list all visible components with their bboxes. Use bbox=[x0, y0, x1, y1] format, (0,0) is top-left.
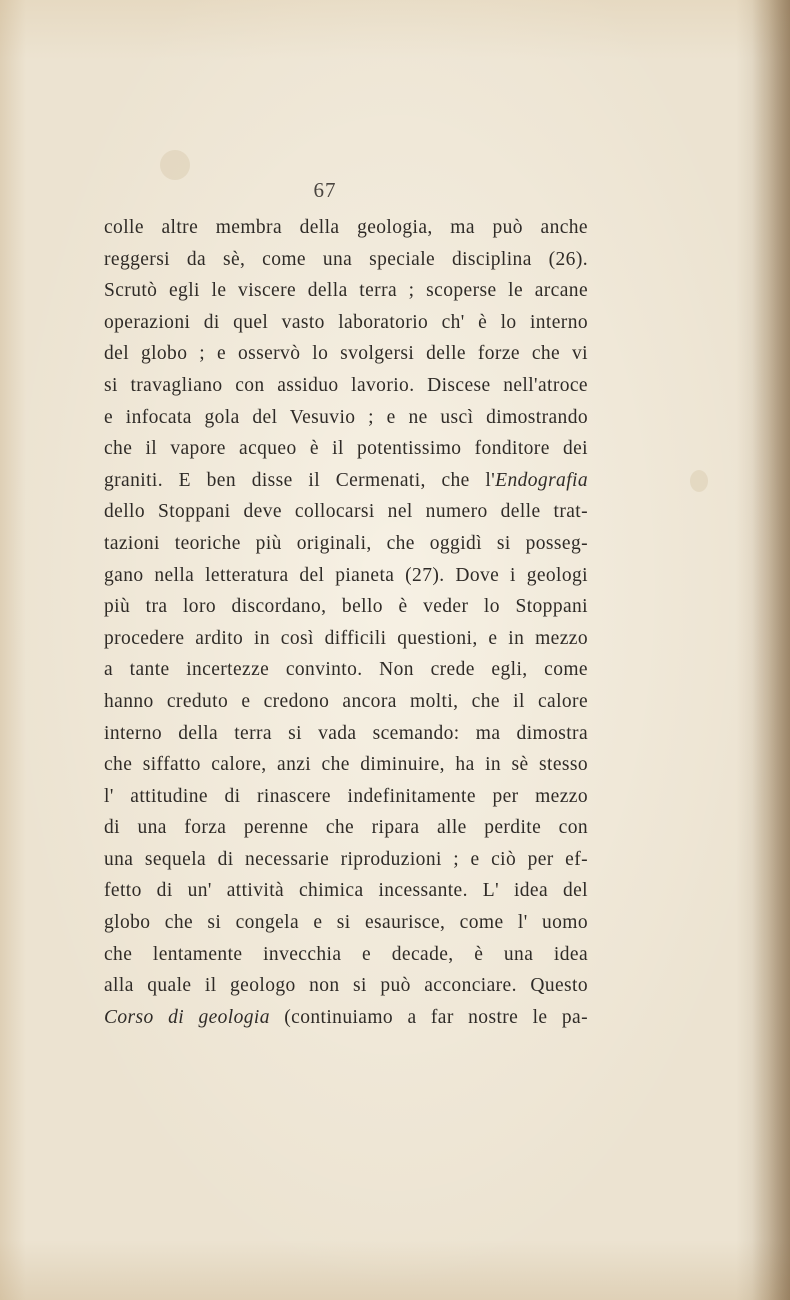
paper-stain bbox=[690, 470, 708, 492]
text-line: Scrutò egli le viscere della terra ; scoperse le arcane bbox=[104, 280, 588, 302]
text-line: globo che si congela e si esaurisce, come l' uomo bbox=[104, 912, 588, 934]
italic-title: Corso di geologia bbox=[104, 1006, 270, 1028]
text-line: interno della terra si vada scemando: ma dimostra bbox=[104, 722, 588, 744]
text-line: dello Stoppani deve collocarsi nel numero delle trat- bbox=[104, 501, 588, 523]
page-fold-shadow bbox=[736, 0, 790, 1300]
text-line: che siffatto calore, anzi che diminuire, ha in sè stesso bbox=[104, 754, 588, 776]
text-line: reggersi da sè, come una speciale disciplina (26). bbox=[104, 248, 588, 270]
text-line: più tra loro discordano, bello è veder lo Stoppani bbox=[104, 596, 588, 618]
body-text bbox=[104, 212, 588, 1033]
text-line: operazioni di quel vasto laboratorio ch' è lo interno bbox=[104, 311, 588, 333]
text-line: Corso di geologia (continuiamo a far nostre le pa- bbox=[104, 1006, 588, 1028]
text-line: che il vapore acqueo è il potentissimo fonditore dei bbox=[104, 438, 588, 460]
paper-stain bbox=[160, 150, 190, 180]
text-line: gano nella letteratura del pianeta (27). Dove i geologi bbox=[104, 564, 588, 586]
text-line: colle altre membra della geologia, ma può anche bbox=[104, 217, 588, 238]
text-line: che lentamente invecchia e decade, è una idea bbox=[104, 943, 588, 965]
text-line: procedere ardito in così difficili questioni, e in mezzo bbox=[104, 627, 588, 649]
text-line: graniti. E ben disse il Cermenati, che l'Endografia bbox=[104, 469, 588, 491]
text-line: hanno creduto e credono ancora molti, che il calore bbox=[104, 690, 588, 712]
text-line: di una forza perenne che ripara alle perdite con bbox=[104, 817, 588, 839]
text-line: tazioni teoriche più originali, che oggidì si posseg- bbox=[104, 532, 588, 554]
text-line: si travagliano con assiduo lavorio. Discese nell'atroce bbox=[104, 374, 588, 396]
page-number: 67 bbox=[313, 178, 337, 202]
text-line: del globo ; e osservò lo svolgersi delle forze che vi bbox=[104, 343, 588, 365]
text-line: alla quale il geologo non si può acconciare. Questo bbox=[104, 975, 588, 997]
italic-title: Endografia bbox=[495, 469, 588, 491]
text-line: l' attitudine di rinascere indefinitamente per mezzo bbox=[104, 785, 588, 807]
text-line: fetto di un' attività chimica incessante. L' idea del bbox=[104, 880, 588, 902]
text-line: una sequela di necessarie riproduzioni ; e ciò per ef- bbox=[104, 848, 588, 870]
text-line: e infocata gola del Vesuvio ; e ne uscì dimostrando bbox=[104, 406, 588, 428]
text-line: a tante incertezze convinto. Non crede egli, come bbox=[104, 659, 588, 681]
